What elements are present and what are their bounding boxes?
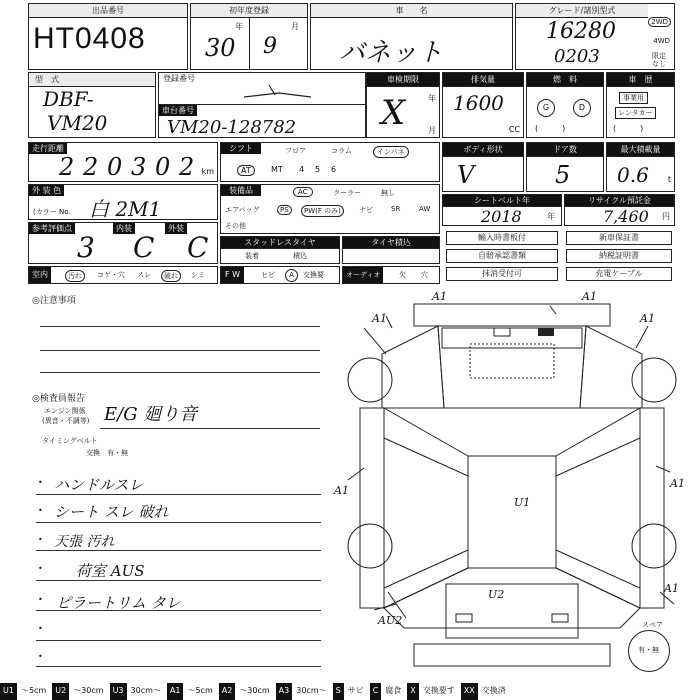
mileage-box [28,142,218,182]
history-box [606,72,675,138]
interior-cond-burn: コゲ・穴 [97,271,125,279]
legend-key: U1 [0,683,17,700]
model-line2: VM20 [47,111,108,135]
equip-sr: SR [391,205,401,213]
note-bullet: • [38,652,43,661]
score-label: 参考評価点 [29,223,75,234]
reg-scribble [239,81,319,103]
seatbelt-label: シートベルト年 [443,195,561,207]
legend-value: 〜5cm [20,686,47,695]
tire-load-box [342,236,440,264]
note-item: ハンドルスレ [54,476,144,494]
recycle-label: リサイクル預託金 [565,195,674,207]
chassis-number: VM20-128782 [167,117,297,138]
timing-opts: 交換 有・無 [86,449,128,457]
km-unit: km [201,167,214,176]
first-reg-month: 9 [263,34,277,59]
report-title: ◎検査員報告 [32,394,85,404]
engine-sub: (異音・不調等) [42,417,90,425]
legend-key: A3 [276,683,293,700]
damage-mark-u2: U2 [488,588,505,601]
interior-cond-dirt: 汚れ [65,270,85,282]
recycle-box [564,194,675,226]
body-type-box [442,142,524,192]
exterior-color-box [28,184,218,220]
shift-gear: 5 [315,165,321,174]
engine-cc-box [442,72,524,138]
equip-none: 無し [381,189,395,197]
doors-label: ドア数 [527,143,603,157]
equip-ps: PS [277,205,292,215]
legend-key: A1 [167,683,184,700]
note-item: 天張 汚れ [54,534,115,550]
chassis-box [158,104,366,138]
shift-box [220,142,440,182]
equip-aw: AW [419,205,431,213]
damage-mark-au2: AU2 [378,614,403,627]
note-item: シート スレ 破れ [54,503,169,521]
audio-missing: 欠 [399,271,406,279]
load-label: 最大積載量 [607,143,674,157]
interior-grade-label: 内装 [113,223,135,234]
legend-value: サビ [347,686,364,695]
engine-note: E/G 廻り音 [104,404,198,425]
fuel-box [526,72,604,138]
note-bullet: • [38,506,43,515]
fw-crack: ヒビ [261,271,275,279]
model-label: 型 式 [29,73,155,87]
stud-loaded: 積込 [293,252,307,260]
note-bullet: • [38,595,43,604]
legend-key: XX [461,683,478,700]
seatbelt-unit: 年 [547,212,555,221]
legend-key: U2 [52,683,69,700]
drive-2wd: 2WD [648,17,671,27]
legend-value: 〜30cm [239,686,270,695]
inspection-box [366,72,440,138]
car-name-label: 車 名 [311,4,512,18]
recycle-value: 7,460 [603,207,649,226]
audio-box [342,266,440,284]
grade-line1: 16280 [546,19,616,44]
interior-cond-scuff: スレ [137,271,151,279]
fw-replace: 交換要 [303,271,324,279]
legend-value: 30cm〜 [296,686,327,695]
reg-divider [249,18,250,70]
body-type-value: V [457,161,475,189]
first-registration-box [190,3,308,70]
interior-grade-value: C [133,231,155,264]
registration-box [158,72,366,105]
fw-label: F W [221,267,244,283]
insp-month-label: 月 [428,126,436,135]
note-line [36,522,321,523]
note-item: 荷室 AUS [76,562,145,580]
audio-hole: 穴 [421,271,428,279]
mileage-digit: 0 [155,153,171,181]
mileage-digit: 0 [107,153,123,181]
note-bullet: • [38,478,43,487]
doors-box [526,142,604,192]
fuel-g: G [537,99,555,117]
fw-box [220,266,340,284]
shift-mt: MT [271,165,283,174]
history-label: 車 歴 [607,73,674,87]
score-box [28,222,218,264]
equip-navi: ナビ [359,206,373,214]
legend-key: X [407,683,418,700]
legend-value: 交換要す [422,686,455,695]
tire-load-label: タイヤ積込 [343,237,439,249]
exterior-color-value: 白 2M1 [89,197,162,221]
color-no-label: (カラー No. [33,208,71,216]
equipment-label: 装備品 [221,185,261,196]
doc-tax: 納税証明書 [566,249,672,263]
damage-mark-a1: A1 [670,477,685,490]
damage-mark-a1: A1 [334,484,349,497]
equip-other-label: その他 [225,222,246,230]
cc-unit: CC [508,125,520,134]
shift-column: コラム [331,147,352,155]
doc-cable: 充電ケーブル [566,267,672,281]
shift-inpane: インパネ [373,146,409,158]
damage-mark-a1: A1 [432,290,447,303]
seatbelt-box [442,194,562,226]
mileage-label: 走行距離 [29,143,67,154]
doors-value: 5 [555,161,571,189]
doc-deregister: 抹消受付可 [446,267,558,281]
body-type-label: ボディ形状 [443,143,523,157]
exterior-grade-value: C [187,231,209,264]
damage-legend [0,683,700,700]
interior-condition-box [28,266,218,284]
damage-mark-u1: U1 [514,496,531,509]
legend-value: 交換済 [481,686,506,695]
legend-value: 〜5cm [187,686,213,695]
shift-gear: 4 [299,165,305,174]
mileage-digit: 2 [179,153,195,181]
equip-pw: PW(F のみ) [301,205,344,217]
load-unit: t [667,175,671,184]
legend-value: 腐食 [385,686,402,695]
damage-mark-a1: A1 [640,312,655,325]
car-name: バネット [339,38,444,68]
note-bullet: • [38,535,43,544]
first-reg-year: 30 [205,34,236,62]
shift-floor: フロア [285,147,306,155]
fuel-label: 燃 料 [527,73,603,87]
legend-key: S [333,683,344,700]
damage-mark-a1: A1 [372,312,387,325]
grade-line2: 0203 [554,46,600,67]
shift-gear: 6 [331,165,337,174]
load-box [606,142,675,192]
legend-value: 30cm〜 [130,686,161,695]
equipment-box [220,184,440,234]
interior-cond-stain: シミ [191,271,205,279]
stock-number-label: 出品番号 [29,4,187,18]
equip-cooler: クーラー [333,189,361,197]
doc-import: 輸入時書板付 [446,231,558,245]
fuel-paren: ( ) [535,124,566,133]
legend-value: 〜30cm [73,686,104,695]
interior-cond-label: 室内 [29,267,51,283]
stock-number: HT0408 [33,22,146,55]
recycle-unit: 円 [662,212,670,221]
note-bullet: • [38,624,43,633]
drive-other: 限定なし [652,52,666,68]
load-value: 0.6 [617,163,649,187]
drive-4wd: 4WD [653,37,670,45]
studless-box [220,236,340,264]
grade-label: グレード/諸別型式 [516,4,648,18]
fuel-d: D [573,99,591,117]
shift-label: シフト [221,143,261,154]
year-label: 年 [235,22,243,31]
equip-airbag: エアバッグ [225,206,260,214]
fw-a: A [285,269,298,282]
inspection-value: X [381,93,406,133]
doc-warranty: 新車保証書 [566,231,672,245]
damage-mark-a1: A1 [664,582,679,595]
engine-line [100,428,320,429]
history-business: 事業用 [619,92,648,104]
insp-year-label: 年 [428,94,436,103]
studless-label: スタッドレスタイヤ [221,237,339,249]
interior-cond-tear: 破れ [161,270,181,282]
engine-cc: 1600 [453,91,504,115]
mileage-digit: 2 [59,153,75,181]
stock-number-box [28,3,188,70]
doc-insurance: 自賠承認書類 [446,249,558,263]
model-box [28,72,156,138]
chassis-label: 車台番号 [159,105,197,116]
history-paren: ( ) [613,124,644,133]
equip-ac: AC [293,187,313,197]
audio-label: オーディオ [343,267,383,283]
score-value: 3 [77,231,95,264]
model-line1: DBF- [43,87,94,111]
mileage-digit: 2 [83,153,99,181]
shift-at: AT [237,165,255,176]
seatbelt-value: 2018 [481,207,522,226]
history-rental: レンタカー [615,107,656,119]
engine-cc-label: 排気量 [443,73,523,87]
inspection-label: 車検期限 [367,73,439,87]
legend-key: A2 [219,683,236,700]
stud-mounted: 装着 [245,252,259,260]
exterior-color-label: 外 装 色 [29,185,64,196]
exterior-grade-label: 外装 [165,223,187,234]
note-item: ピラートリム タレ [56,594,181,612]
grade-box [515,3,675,70]
first-registration-label: 初年度登録 [191,4,307,18]
damage-mark-a1: A1 [582,290,597,303]
reg-number-label: 登録番号 [163,74,195,83]
month-label: 月 [291,22,299,31]
note-line [36,640,321,641]
legend-key: C [370,683,382,700]
car-name-box [310,3,513,70]
spare-value: 有・無 [638,646,659,654]
legend-key: U3 [110,683,127,700]
mileage-digit: 3 [131,153,147,181]
timing-label: タイミングベルト [42,437,98,445]
note-bullet: • [38,564,43,573]
note-line [36,666,321,667]
engine-label: エンジン関係 [44,407,86,415]
spare-label: スペア [642,621,663,629]
caution-title: ◎注意事項 [32,296,76,306]
